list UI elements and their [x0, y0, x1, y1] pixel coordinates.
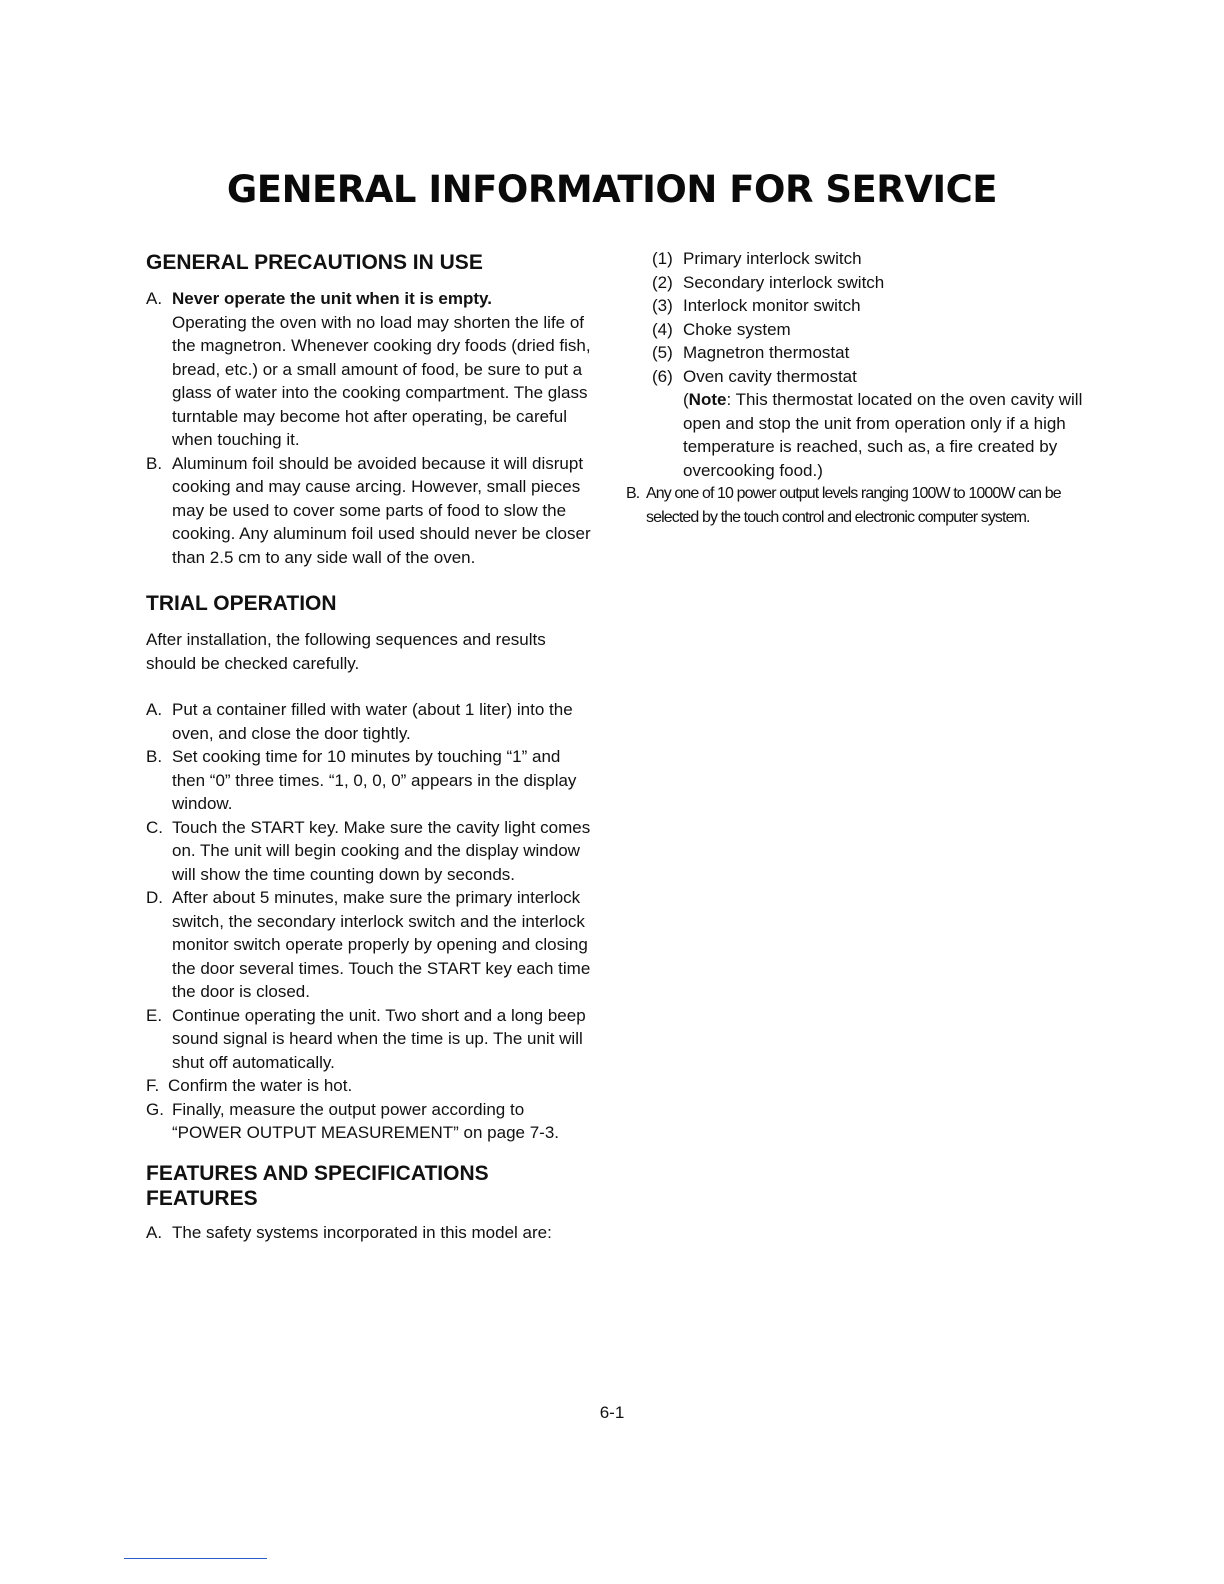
list-marker: B.: [146, 747, 163, 766]
trial-step-g: [146, 1098, 596, 1145]
footer-rule: [124, 1558, 267, 1559]
precaution-item-b: [146, 452, 596, 570]
trial-step-a: [146, 698, 596, 745]
note-label: Note: [688, 390, 727, 409]
trial-step-d: [146, 886, 596, 1004]
note-open-paren: (: [683, 390, 689, 409]
trial-steps: [146, 698, 596, 1145]
precaution-text: Aluminum foil should be avoided because it will disrupt cooking and may cause arcing. However, small pieces may be used to cover some parts of food to slow the cooking. Any aluminum foil used should never be closer than 2.5 cm to any side wall of the oven.: [172, 453, 591, 567]
page-title: GENERAL INFORMATION FOR SERVICE: [226, 168, 998, 211]
list-marker: A.: [146, 700, 163, 719]
list-marker: E.: [146, 1005, 163, 1025]
right-column: [626, 247, 1086, 529]
list-marker: (6): [652, 366, 673, 386]
feature-item-text: The safety systems incorporated in this model are:: [172, 1222, 552, 1242]
safety-systems-list: [626, 247, 1086, 482]
safety-item-text: Oven cavity thermostat: [683, 366, 857, 386]
safety-item: [652, 341, 1086, 365]
precaution-lead: Never operate the unit when it is empty.: [172, 289, 492, 308]
trial-intro: After installation, the following sequences and results should be checked carefully.: [146, 630, 546, 673]
safety-item-text: Magnetron thermostat: [683, 343, 850, 362]
list-marker: B.: [626, 485, 640, 502]
trial-step-b: [146, 745, 596, 816]
trial-step-f: [146, 1074, 596, 1098]
step-text: Confirm the water is hot.: [167, 1076, 353, 1095]
safety-item-text: Interlock monitor switch: [683, 296, 861, 315]
safety-item-text: Choke system: [683, 319, 791, 339]
safety-item-text: Secondary interlock switch: [683, 272, 885, 292]
list-marker: (3): [652, 296, 673, 315]
list-marker: C.: [146, 817, 163, 837]
precaution-item-a: [146, 287, 596, 452]
precautions-list: [146, 287, 596, 569]
feature-item-a: [146, 1221, 596, 1245]
safety-item: [652, 247, 1086, 271]
features-heading: [146, 1161, 596, 1211]
list-marker: (4): [652, 319, 673, 339]
page-number: 6-1: [599, 1403, 625, 1422]
list-marker: F.: [146, 1076, 160, 1095]
step-text: Touch the START key. Make sure the cavity light comes on. The unit will begin cooking and the display window will show the time counting down by seconds.: [172, 817, 591, 884]
precautions-heading: GENERAL PRECAUTIONS IN USE: [146, 251, 483, 274]
list-marker: (1): [652, 249, 673, 268]
trial-step-e: [146, 1004, 596, 1075]
trial-step-c: [146, 816, 596, 887]
step-text: Finally, measure the output power according to “POWER OUTPUT MEASUREMENT” on page 7-3.: [172, 1099, 559, 1142]
features-heading-line1: FEATURES AND SPECIFICATIONS: [146, 1161, 489, 1185]
step-text: After about 5 minutes, make sure the primary interlock switch, the secondary interlock switch and the interlock monitor switch operate properly by opening and closing the door several times. Touch the START key each time the door is closed.: [172, 888, 591, 1001]
step-text: Continue operating the unit. Two short and a long beep sound signal is heard when the time is up. The unit will shut off automatically.: [172, 1005, 586, 1072]
thermostat-note: [652, 388, 1086, 482]
features-heading-line2: FEATURES: [146, 1186, 258, 1210]
safety-item: [652, 271, 1086, 295]
safety-item: [652, 318, 1086, 342]
list-marker: A.: [146, 1222, 163, 1242]
feature-item-b: [626, 482, 1086, 529]
list-marker: D.: [146, 888, 163, 907]
safety-item: [652, 294, 1086, 318]
trial-heading: TRIAL OPERATION: [146, 592, 337, 615]
list-marker: A.: [146, 289, 163, 308]
left-column: [146, 250, 596, 1244]
list-marker: B.: [146, 453, 163, 473]
note-text: : This thermostat located on the oven cavity will open and stop the unit from operation only if a high temperature is reached, such as, a fire created by overcooking food.): [683, 390, 1083, 480]
list-marker: (2): [652, 272, 673, 292]
list-marker: G.: [146, 1099, 164, 1119]
list-marker: (5): [652, 343, 673, 362]
step-text: Put a container filled with water (about 1 liter) into the oven, and close the door tightly.: [172, 700, 573, 743]
step-text: Set cooking time for 10 minutes by touching “1” and then “0” three times. “1, 0, 0, 0” appears in the display window.: [172, 747, 577, 813]
feature-item-text: Any one of 10 power output levels ranging 100W to 1000W can be selected by the touch control and electronic computer system.: [646, 485, 1061, 526]
safety-item: [652, 365, 1086, 389]
safety-item-text: Primary interlock switch: [683, 249, 862, 268]
precaution-text: Operating the oven with no load may shorten the life of the magnetron. Whenever cooking dry foods (dried fish, bread, etc.) or a small amount of food, be sure to put a glass of water into the cooking compartment. The glass turntable may become hot after operating, be careful when touching it.: [172, 312, 591, 449]
features-list-left: [146, 1221, 596, 1245]
